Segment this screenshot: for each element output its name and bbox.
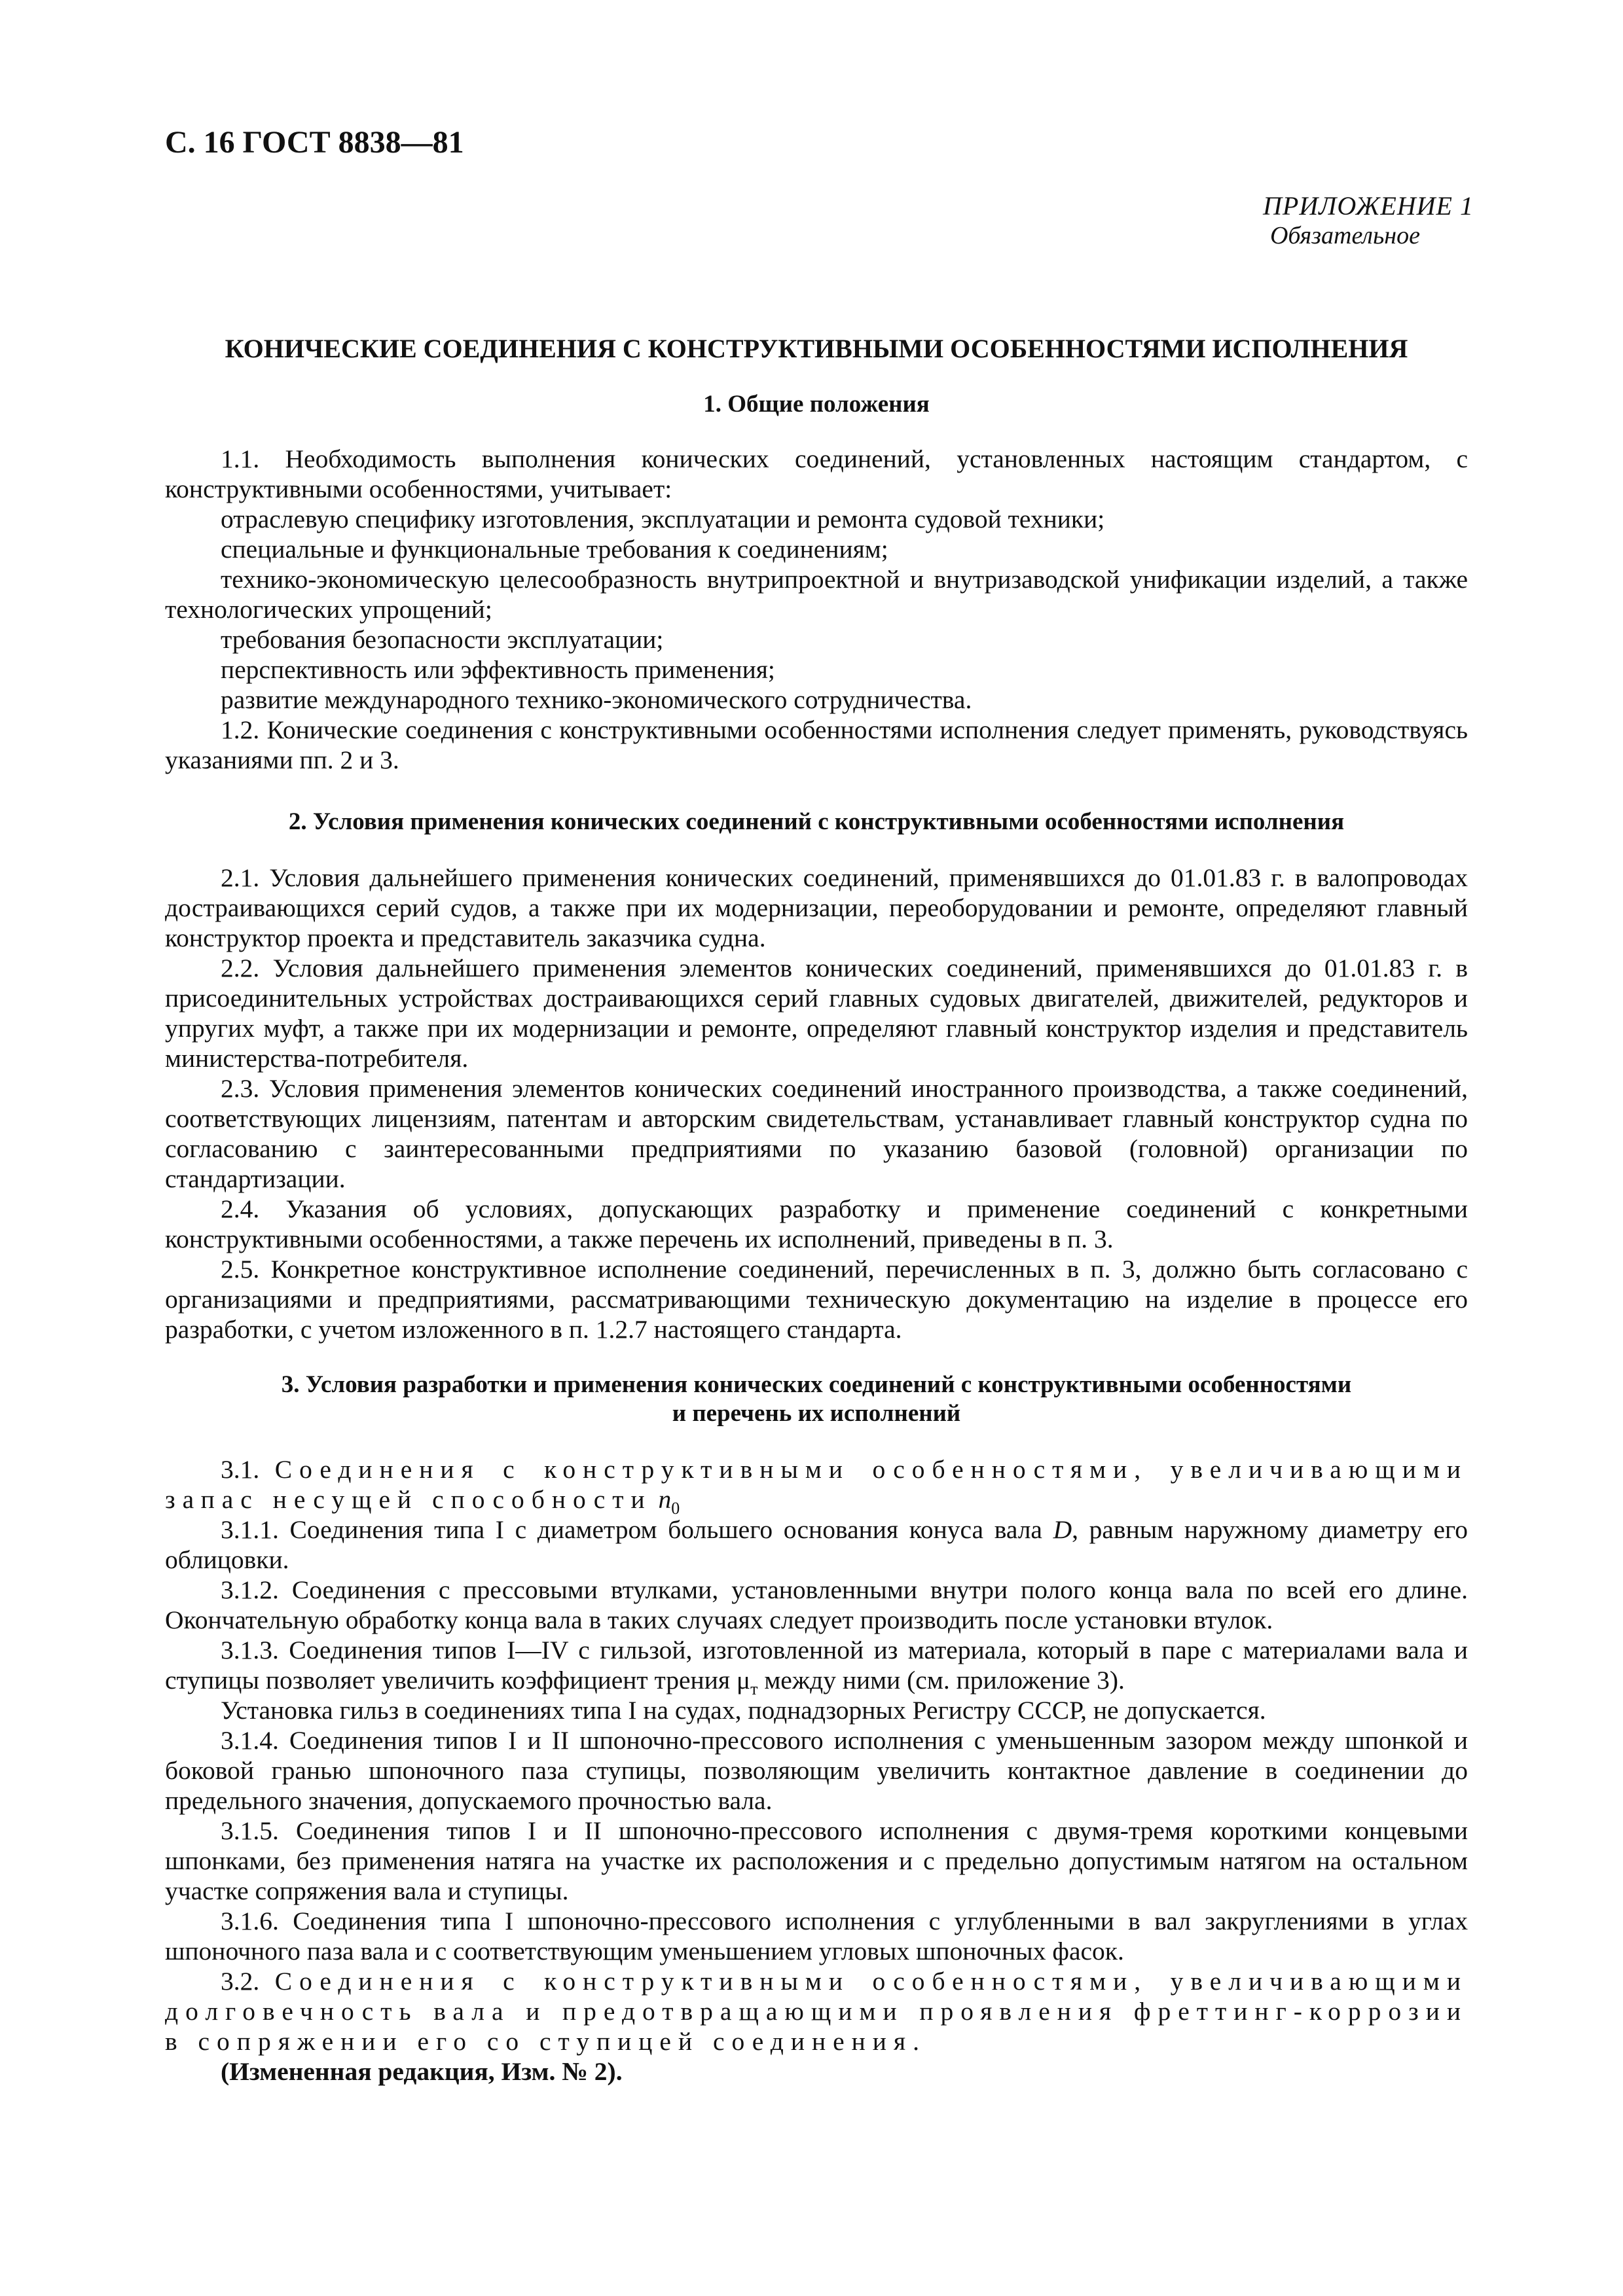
- paragraph-3-1: [165, 1454, 1468, 1518]
- list-item: требования безопасности эксплуатации;: [221, 625, 664, 654]
- appendix-label: [1263, 191, 1474, 250]
- list-item: отраслевую специфику изготовления, эксплуатации и ремонта судовой техники;: [221, 505, 1105, 533]
- paragraph-3-1-1-part-a: 3.1.1. Соединения типа I с диаметром большего основания конуса вала: [221, 1515, 1042, 1544]
- section-3-heading-line1: 3. Условия разработки и применения конических соединений с конструктивными особенностями: [281, 1371, 1352, 1398]
- section-3-heading: [165, 1371, 1468, 1428]
- paragraph-3-1-5: 3.1.5. Соединения типов I и II шпоночно-прессового исполнения с двумя-тремя короткими концевыми шпонками, без применения натяга на участке их расположения и с предельно допустимым натягом на остальном участке сопряжения вала и ступицы.: [165, 1816, 1468, 1905]
- appendix-status: Обязательное: [1269, 222, 1420, 249]
- paragraph-3-1-number: 3.1.: [221, 1455, 260, 1484]
- paragraph-3-1-3-part-a: 3.1.3. Соединения типов I—IV с гильзой, изготовленной из материала, который в паре с материалами вала и ступицы позволяет увеличить коэффициент трения μ: [165, 1636, 1468, 1695]
- paragraph-3-1-4: 3.1.4. Соединения типов I и II шпоночно-прессового исполнения с уменьшенным зазором между шпонкой и боковой гранью шпоночного паза ступицы, позволяющим увеличить контактное давление в соединении до предельного значения, допускаемого прочностью вала.: [165, 1726, 1468, 1815]
- paragraph-3-1-1: [165, 1515, 1468, 1575]
- section-2-heading: 2. Условия применения конических соединений с конструктивными особенностями исполнения: [288, 808, 1345, 835]
- paragraph-2-5: 2.5. Конкретное конструктивное исполнение соединений, перечисленных в п. 3, должно быть согласовано с организациями и предприятиями, рассматривающими техническую документацию на изделие в процессе его разработки, с учетом изложенного в п. 1.2.7 настоящего стандарта.: [165, 1255, 1468, 1344]
- amendment-note: (Измененная редакция, Изм. № 2).: [221, 2057, 623, 2086]
- paragraph-3-1-3-part-b: между ними (см. приложение 3).: [757, 1666, 1125, 1695]
- paragraph-3-2-text: Соединения с конструктивными особенностями, увеличивающими долговечность вала и предотвращающими проявления фреттинг-коррозии в сопряжении его со ступицей соединения.: [165, 1967, 1468, 2056]
- document-title: КОНИЧЕСКИЕ СОЕДИНЕНИЯ С КОНСТРУКТИВНЫМИ ОСОБЕННОСТЯМИ ИСПОЛНЕНИЯ: [225, 334, 1408, 363]
- section-1-heading: 1. Общие положения: [703, 391, 930, 418]
- list-item: специальные и функциональные требования к соединениям;: [221, 535, 888, 564]
- paragraph-2-1: 2.1. Условия дальнейшего применения конических соединений, применявшихся до 01.01.83 г. в валопроводах достраивающихся серий судов, а также при их модернизации, переоборудовании и ремонте, определяют главный конструктор проекта и представитель заказчика судна.: [165, 863, 1468, 952]
- paragraph-3-1-3-note: Установка гильз в соединениях типа I на судах, поднадзорных Регистру СССР, не допускается.: [221, 1696, 1266, 1725]
- paragraph-2-4: 2.4. Указания об условиях, допускающих разработку и применение соединений с конкретными конструктивными особенностями, а также перечень их исполнений, приведены в п. 3.: [165, 1194, 1468, 1253]
- document-body: [165, 334, 1468, 2087]
- list-item: технико-экономическую целесообразность внутрипроектной и внутризаводской унификации изделий, а также технологических упрощений;: [165, 565, 1468, 624]
- paragraph-1-1: 1.1. Необходимость выполнения конических соединений, установленных настоящим стандартом, с конструктивными особенностями, учитывает:: [165, 444, 1468, 503]
- paragraph-3-1-1-part-b: , равным наружному диаметру его облицовки.: [165, 1515, 1468, 1574]
- paragraph-3-1-3: [165, 1635, 1468, 1698]
- paragraph-1-2: 1.2. Конические соединения с конструктивными особенностями исполнения следует применять, руководствуясь указаниями пп. 2 и 3.: [165, 715, 1468, 774]
- list-item: развитие международного технико-экономического сотрудничества.: [221, 685, 972, 714]
- variable-d: D: [1053, 1515, 1072, 1544]
- paragraph-3-2: [165, 1966, 1468, 2056]
- paragraph-3-1-6: 3.1.6. Соединения типа I шпоночно-прессового исполнения с углубленными в вал закруглениями в углах шпоночного паза вала и с соответствующим уменьшением угловых шпоночных фасок.: [165, 1907, 1468, 1965]
- paragraph-3-2-number: 3.2.: [221, 1967, 260, 1996]
- paragraph-3-1-text: Соединения с конструктивными особенностями, увеличивающими запас несущей способности: [165, 1455, 1468, 1514]
- paragraph-3-1-2: 3.1.2. Соединения с прессовыми втулками, установленными внутри полого конца вала по всей его длине. Окончательную обработку конца вала в таких случаях следует производить после установки втулок.: [165, 1575, 1468, 1634]
- paragraph-2-3: 2.3. Условия применения элементов конических соединений иностранного производства, а также соединений, соответствующих лицензиям, патентам и авторским свидетельствам, устанавливает главный конструктор судна по согласованию с заинтересованными предприятиями по указанию базовой (головной) организации по стандартизации.: [165, 1074, 1468, 1193]
- variable-n: n: [658, 1485, 672, 1514]
- page-header: С. 16 ГОСТ 8838—81: [165, 125, 464, 160]
- section-3-heading-line2: и перечень их исполнений: [672, 1400, 961, 1427]
- appendix-number: ПРИЛОЖЕНИЕ 1: [1263, 191, 1474, 221]
- paragraph-2-2: 2.2. Условия дальнейшего применения элементов конических соединений, применявшихся до 01.01.83 г. в присоединительных устройствах достраивающихся серий главных судовых двигателей, движителей, редукторов и упругих муфт, а также при их модернизации и ремонте, определяют главный конструктор изделия и представитель министерства-потребителя.: [165, 954, 1468, 1073]
- list-item: перспективность или эффективность применения;: [221, 655, 775, 684]
- variable-n-subscript: 0: [671, 1498, 680, 1518]
- mu-subscript: т: [750, 1679, 758, 1698]
